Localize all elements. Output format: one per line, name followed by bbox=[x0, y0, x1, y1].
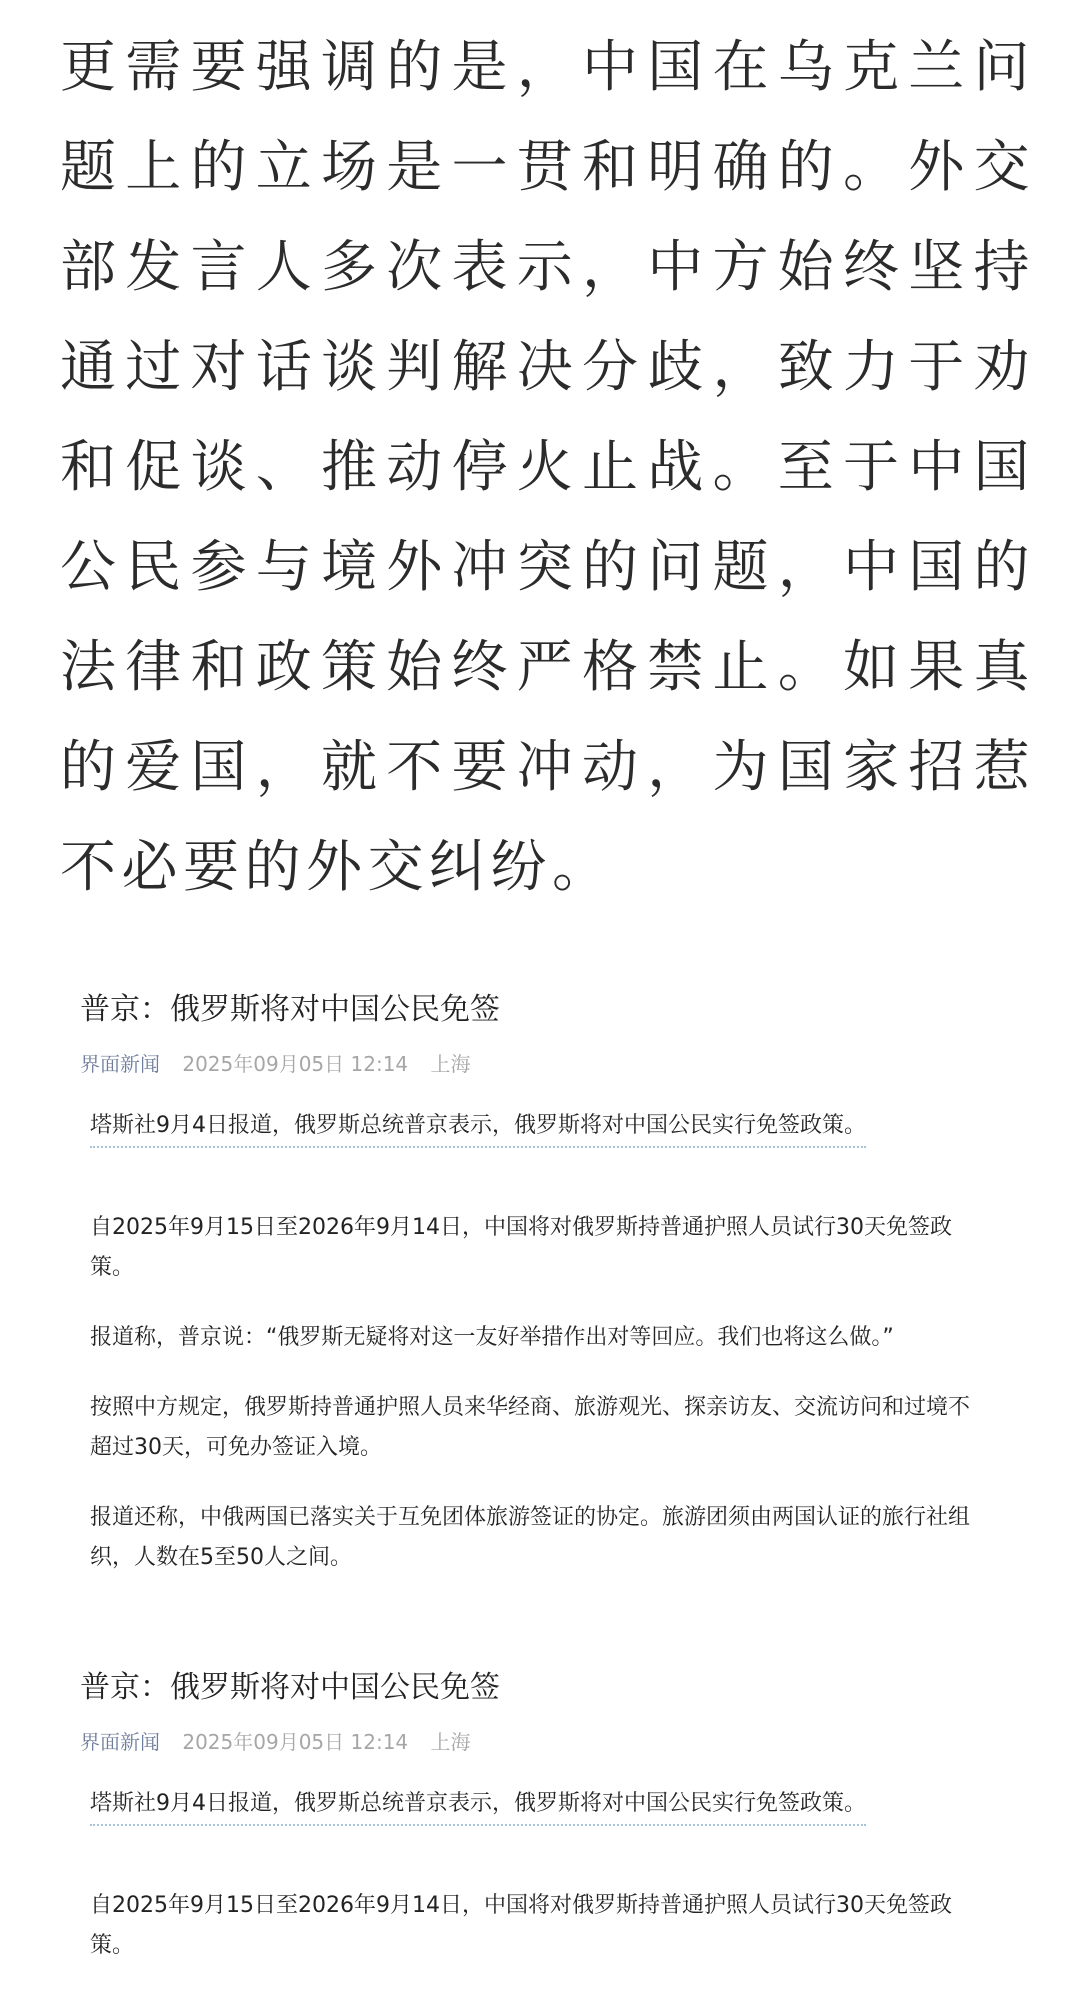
article-paragraph: 自2025年9月15日至2026年9月14日，中国将对俄罗斯持普通护照人员试行30天免签政策。 bbox=[90, 1215, 952, 1280]
article-title: 普京：俄罗斯将对中国公民免签 bbox=[80, 1670, 500, 1705]
article-date: 2025年09月05日 12:14 bbox=[182, 1730, 409, 1754]
article-source-link[interactable]: 界面新闻 bbox=[80, 1730, 160, 1754]
article-paragraph: 塔斯社9月4日报道，俄罗斯总统普京表示，俄罗斯将对中国公民实行免签政策。 bbox=[90, 1786, 866, 1826]
article-body bbox=[90, 1786, 970, 1996]
article-paragraph: 报道还称，中俄两国已落实关于互免团体旅游签证的协定。旅游团须由两国认证的旅行社组织，人数在5至50人之间。 bbox=[90, 1505, 971, 1570]
article-date: 2025年09月05日 12:14 bbox=[182, 1052, 409, 1076]
article-meta bbox=[80, 1050, 471, 1078]
intro-paragraph: 更需要强调的是，中国在乌克兰问题上的立场是一贯和明确的。外交部发言人多次表示，中方始终坚持通过对话谈判解决分歧，致力于劝和促谈、推动停火止战。至于中国公民参与境外冲突的问题，中国的法律和政策始终严格禁止。如果真的爱国，就不要冲动，为国家招惹不必要的外交纠纷。 bbox=[60, 35, 1035, 900]
article-paragraph: 塔斯社9月4日报道，俄罗斯总统普京表示，俄罗斯将对中国公民实行免签政策。 bbox=[90, 1108, 866, 1148]
article-paragraph: 自2025年9月15日至2026年9月14日，中国将对俄罗斯持普通护照人员试行30天免签政策。 bbox=[90, 1893, 952, 1958]
article-paragraph: 按照中方规定，俄罗斯持普通护照人员来华经商、旅游观光、探亲访友、交流访问和过境不超过30天，可免办签证入境。 bbox=[90, 1395, 971, 1460]
article-body bbox=[90, 1108, 970, 1608]
article-paragraph: 报道称，普京说：“俄罗斯无疑将对这一友好举措作出对等回应。我们也将这么做。” bbox=[90, 1325, 894, 1350]
article-title: 普京：俄罗斯将对中国公民免签 bbox=[80, 992, 500, 1027]
article-location: 上海 bbox=[430, 1052, 471, 1076]
article-meta bbox=[80, 1728, 471, 1756]
article-location: 上海 bbox=[430, 1730, 471, 1754]
article-source-link[interactable]: 界面新闻 bbox=[80, 1052, 160, 1076]
